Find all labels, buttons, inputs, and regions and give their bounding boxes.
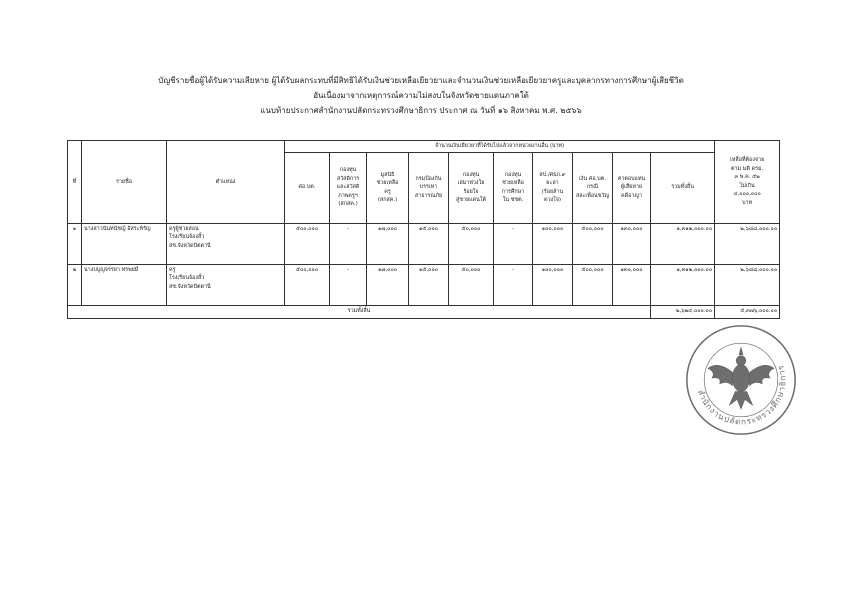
header-col-isoc-morale: เงิน ศอ.บต. กรณี สละเพื่อนขวัญ [573, 152, 613, 223]
title-line-3: แนบท้ายประกาศสำนักงานปลัดกระทรวงศึกษาธิการ ประกาศ ณ วันที่ ๑๖ สิงหาคม พ.ศ. ๒๕๖๖ [260, 106, 582, 115]
row-entitled: ๒,๖๘๘,๐๐๐.๐๐ [715, 264, 780, 305]
document-title-block [60, 73, 782, 118]
total-row [68, 305, 780, 318]
row-value: ๕๐,๐๐๐ [449, 223, 494, 264]
header-col-criminal-compensation: ค่าตอบแทน ผู้เสียหาย คดีอาญา [613, 152, 651, 223]
row-value: ๕๐๐,๐๐๐ [573, 223, 613, 264]
header-col-total: รวมทั้งสิ้น [651, 152, 715, 223]
row-value: ๑๓๐,๐๐๐ [613, 223, 651, 264]
row-value: ๕๐๐,๐๐๐ [573, 264, 613, 305]
row-value: ๑๗,๐๐๐ [367, 223, 409, 264]
total-sum: ๒,๖๒๔,๐๐๐.๐๐ [651, 305, 715, 318]
row-value: - [330, 223, 367, 264]
garuda-emblem-icon [708, 347, 774, 409]
row-no: ๒ [68, 264, 82, 305]
row-value: - [494, 223, 533, 264]
header-position: ตำแหน่ง [167, 141, 285, 224]
row-value: ๑๐๐,๐๐๐ [533, 223, 573, 264]
header-col-welfare-fund: กองทุน สวัสดิการ และสวัสดิ ภาพครูฯ (สกสค.) [330, 152, 367, 223]
table-row [68, 223, 780, 264]
header-col-opec-yala: สป./ศธภ.๙ ยะลา (ร้อยล้าน ดวงใจ) [533, 152, 573, 223]
row-value: ๕๐๐,๐๐๐ [285, 223, 330, 264]
compensation-table [67, 140, 780, 319]
row-entitled: ๒,๖๘๘,๐๐๐.๐๐ [715, 223, 780, 264]
row-position: ครู โรงเรียนจ้องสิ้ว สช.จังหวัดปัตตานี [167, 264, 285, 305]
header-col-education-fund: กองทุน ช่วยเหลือ การศึกษา ใน ชชต. [494, 152, 533, 223]
row-no: ๑ [68, 223, 82, 264]
header-col-isoc: ศอ.บต. [285, 152, 330, 223]
header-name: รายชื่อ [82, 141, 167, 224]
header-col-disaster-dept: กรมป้องกัน บรรเทา สาธารณภัย [409, 152, 449, 223]
header-entitled: เหลือที่ต้องจ่าย ตาม มติ ครม. ๓ พ.ค. ๕๒ ไม่เกิน ๔,๐๐๐,๐๐๐ บาท [715, 141, 780, 224]
row-value: - [494, 264, 533, 305]
table-row [68, 264, 780, 305]
row-value: ๕๐,๐๐๐ [449, 264, 494, 305]
total-label: รวมทั้งสิ้น [68, 305, 651, 318]
row-total: ๑,๓๑๒,๐๐๐.๐๐ [651, 223, 715, 264]
row-value: ๑๕,๐๐๐ [409, 223, 449, 264]
header-group: จำนวนเงินเยียวยาที่ได้รับไปแล้วจากหน่วยงานอื่น (บาท) [285, 141, 715, 153]
header-col-sema-fund: กองทุน เสมาห่วงใย ร้อยใจ สู่ชายแดนใต้ [449, 152, 494, 223]
row-position: ครูผู้ช่วยสอน โรงเรียนจ้องสิ้ว สช.จังหวัดปัตตานี [167, 223, 285, 264]
title-line-2: อันเนื่องมาจากเหตุการณ์ความไม่สงบในจังหวัดชายแดนภาคใต้ [313, 91, 529, 100]
header-no: ที่ [68, 141, 82, 224]
ministry-seal-stamp [683, 322, 799, 438]
row-name: นางสาวนันทนัชญ์ อิสระพิรัญ [82, 223, 167, 264]
row-total: ๑,๓๑๒,๐๐๐.๐๐ [651, 264, 715, 305]
total-entitled: ๕,๓๗๖,๐๐๐.๐๐ [715, 305, 780, 318]
row-value: ๑๓๐,๐๐๐ [613, 264, 651, 305]
title-line-1: บัญชีรายชื่อผู้ได้รับความเสียหาย ผู้ได้รับผลกระทบที่มีสิทธิได้รับเงินช่วยเหลือเยียวยาและจำนวนเงินช่วยเหลือเยียวยาครูและบุคลากรทางการศึกษาผู้เสียชีวิต [158, 76, 684, 85]
header-col-teacher-foundation: มูลนิธิ ช่วยเหลือ ครู (สกสค.) [367, 152, 409, 223]
row-name: นางบบูญจรรยา ทรพยมี [82, 264, 167, 305]
row-value: ๑๗,๐๐๐ [367, 264, 409, 305]
row-value: - [330, 264, 367, 305]
row-value: ๑๐๐,๐๐๐ [533, 264, 573, 305]
row-value: ๕๐๐,๐๐๐ [285, 264, 330, 305]
row-value: ๑๕,๐๐๐ [409, 264, 449, 305]
seal-text: สำนักงานปลัดกระทรวงศึกษาธิการ [695, 363, 788, 427]
